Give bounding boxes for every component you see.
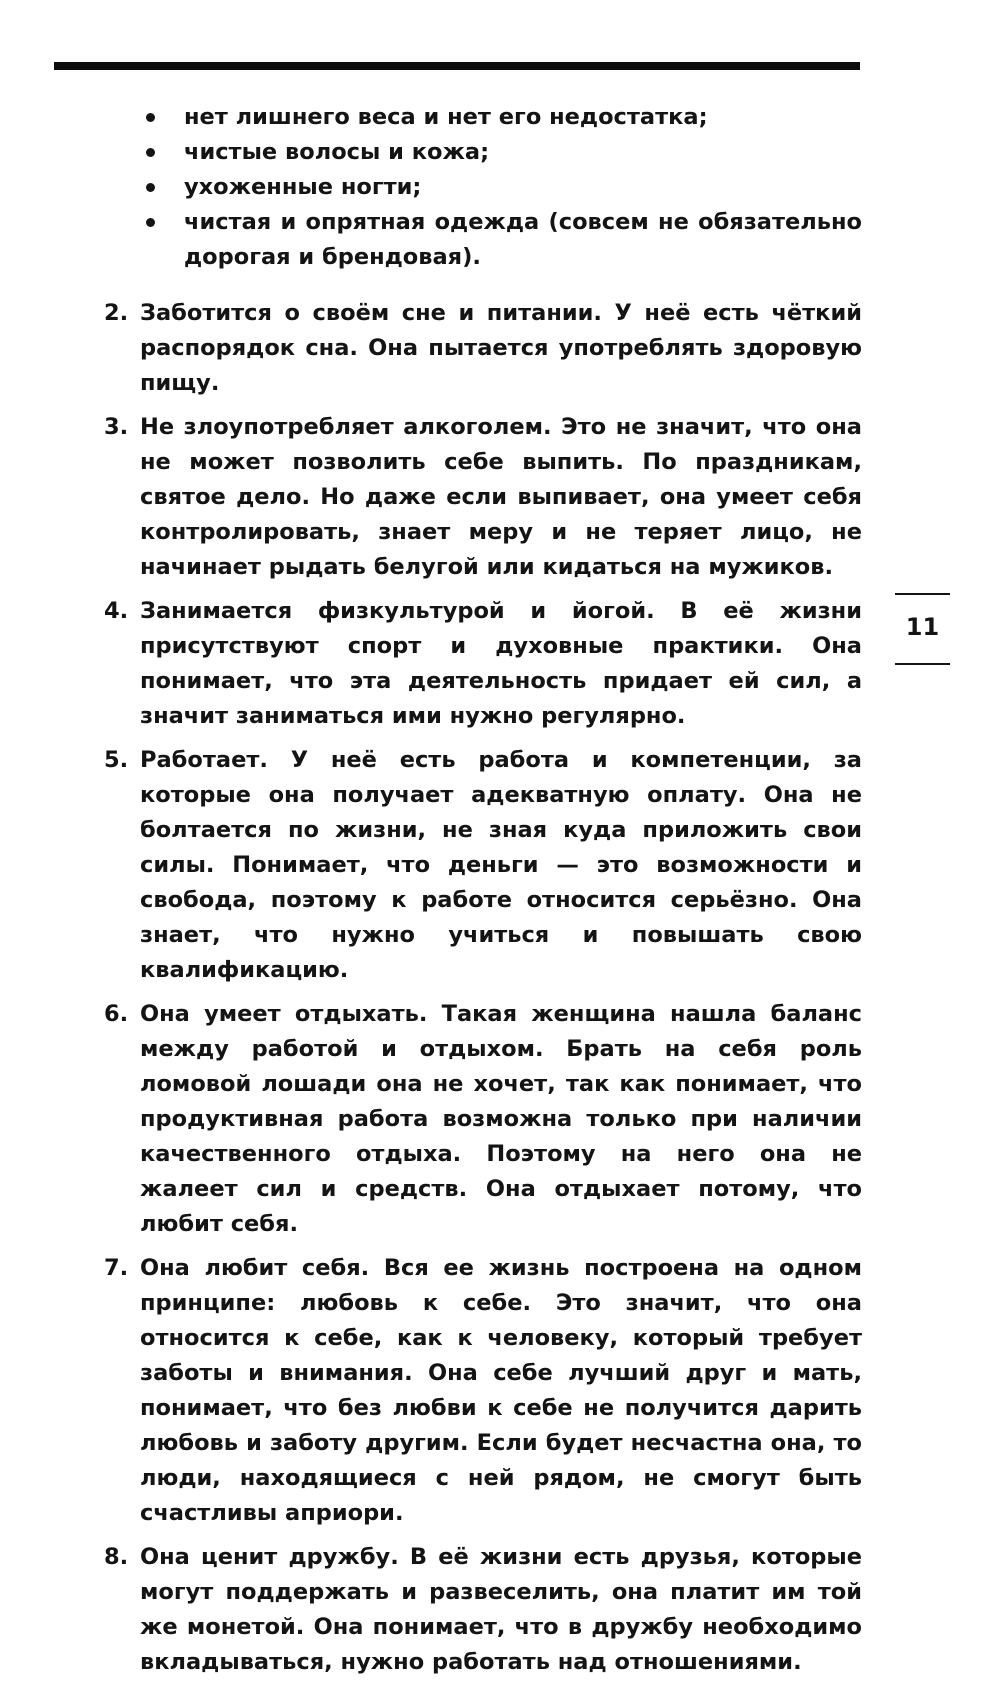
item-number: 5.	[104, 747, 129, 773]
item-number: 7.	[104, 1255, 129, 1281]
numbered-item	[96, 410, 862, 585]
bullet-item	[140, 135, 862, 170]
bullet-item	[140, 205, 862, 275]
item-number: 3.	[104, 414, 129, 440]
item-text: Заботится о своём сне и питании. У неё есть чёткий распорядок сна. Она пытается употреблять здоровую пищу.	[140, 300, 862, 396]
bullet-text: чистая и опрятная одежда (совсем не обязательно дорогая и брендовая).	[184, 209, 862, 270]
item-text: Она ценит дружбу. В её жизни есть друзья, которые могут поддержать и развеселить, она платит им той же монетой. Она понимает, что в дружбу необходимо вкладываться, нужно работать над отношениями.	[140, 1544, 862, 1675]
bullet-icon	[146, 148, 155, 157]
bullet-text: чистые волосы и кожа;	[184, 139, 490, 165]
page-number-rule-top	[895, 593, 950, 595]
item-number: 6.	[104, 1001, 129, 1027]
header-rule	[54, 62, 860, 70]
bullet-list	[140, 100, 862, 275]
numbered-item	[96, 743, 862, 988]
item-number: 2.	[104, 300, 129, 326]
numbered-item	[96, 594, 862, 734]
numbered-item	[96, 1251, 862, 1531]
numbered-item	[96, 1540, 862, 1680]
numbered-list	[96, 296, 862, 1689]
item-text: Занимается физкультурой и йогой. В её жизни присутствуют спорт и духовные практики. Она понимает, что эта деятельность придает ей сил, а значит заниматься ими нужно регулярно.	[140, 598, 862, 729]
numbered-item	[96, 997, 862, 1242]
item-text: Работает. У неё есть работа и компетенции, за которые она получает адекватную оплату. Она не болтается по жизни, не зная куда приложить свои силы. Понимает, что деньги — это возможности и свобода, поэтому к работе относится серьёзно. Она знает, что нужно учиться и повышать свою квалификацию.	[140, 747, 862, 983]
item-text: Она умеет отдыхать. Такая женщина нашла баланс между работой и отдыхом. Брать на себя роль ломовой лошади она не хочет, так как понимает, что продуктивная работа возможна только при наличии качественного отдыха. Поэтому на него она не жалеет сил и средств. Она отдыхает потому, что любит себя.	[140, 1001, 862, 1237]
page-number: 11	[905, 613, 940, 641]
bullet-text: ухоженные ногти;	[184, 174, 422, 200]
bullet-icon	[146, 218, 155, 227]
bullet-icon	[146, 113, 155, 122]
numbered-item	[96, 296, 862, 401]
page-number-rule-bottom	[895, 663, 950, 665]
item-text: Не злоупотребляет алкоголем. Это не значит, что она не может позволить себе выпить. По праздникам, святое дело. Но даже если выпивает, она умеет себя контролировать, знает меру и не теряет лицо, не начинает рыдать белугой или кидаться на мужиков.	[140, 414, 862, 580]
bullet-icon	[146, 183, 155, 192]
bullet-item	[140, 100, 862, 135]
item-number: 8.	[104, 1544, 129, 1570]
item-text: Она любит себя. Вся ее жизнь построена на одном принципе: любовь к себе. Это значит, что она относится к себе, как к человеку, который требует заботы и внимания. Она себе лучший друг и мать, понимает, что без любви к себе не получится дарить любовь и заботу другим. Если будет несчастна она, то люди, находящиеся с ней рядом, не смогут быть счастливы априори.	[140, 1255, 862, 1526]
bullet-item	[140, 170, 862, 205]
page-number-marker	[895, 593, 950, 667]
bullet-text: нет лишнего веса и нет его недостатка;	[184, 104, 708, 130]
item-number: 4.	[104, 598, 129, 624]
